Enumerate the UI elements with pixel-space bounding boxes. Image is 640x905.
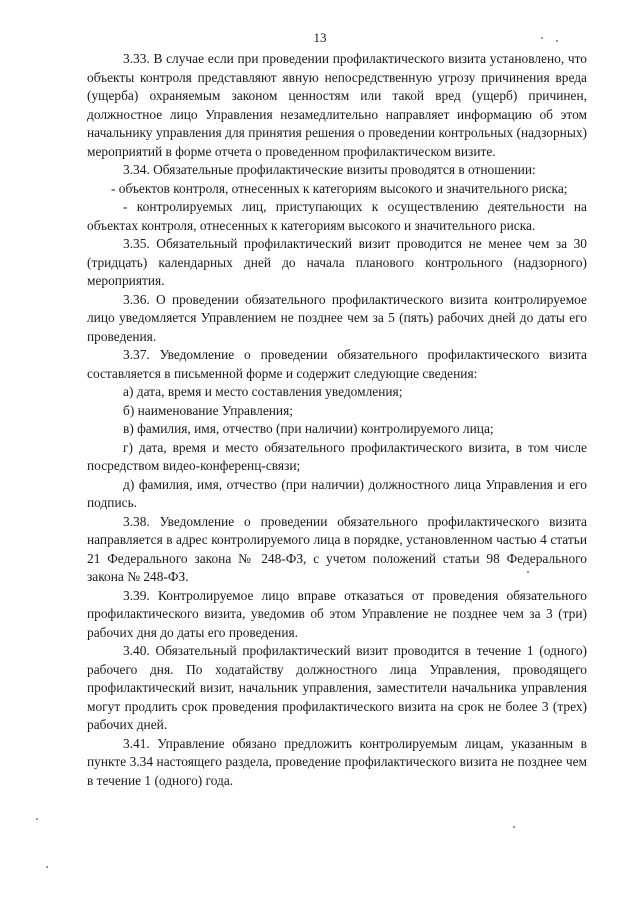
paragraph-3-35: 3.35. Обязательный профилактический визит проводится не менее чем за 30 (тридцать) календарных дней до начала планового контрольного (надзорного) мероприятия. [87,236,587,288]
list-item-letter: а) дата, время и место составления уведомления; [123,384,403,399]
paragraph-3-39: 3.39. Контролируемое лицо вправе отказаться от проведения обязательного профилактического визита, уведомив об этом Управление не позднее чем за 3 (три) рабочих дня до даты его проведения. [87,587,587,640]
scan-speck [513,826,515,828]
paragraph-3-40: 3.40. Обязательный профилактический визит проводится в течение 1 (одного) рабочего дня. По ходатайству должностного лица Управления, проводящего профилактический визит, начальник управления, заместители начальника управления могут продлить срок проведения профилактического визита на срок не более 3 (трех) рабочих дней. [87,643,587,732]
list-item-letter: б) наименование Управления; [123,402,293,418]
document-body [87,50,587,790]
scan-speck [36,818,38,820]
list-item-letter: г) дата, время и место обязательного профилактического визита, в том числе посредством видео-конференц-связи; [87,439,587,473]
paragraph-3-37: 3.37. Уведомление о проведении обязательного профилактического визита составляется в письменной форме и содержит следующие сведения: [87,347,587,381]
list-item-letter: д) фамилия, имя, отчество (при наличии) должностного лица Управления и его подпись. [87,476,587,510]
paragraph-3-34: 3.34. Обязательные профилактические визиты проводятся в отношении: [123,162,536,177]
list-item-dash: - объектов контроля, отнесенных к категориям высокого и значительного риска; [111,180,568,196]
scan-speck [541,37,543,39]
paragraph-3-36: 3.36. О проведении обязательного профилактического визита контролируемое лицо уведомляется Управлением не позднее чем за 5 (пять) рабочих дней до даты его проведения. [87,291,587,344]
paragraph-3-33: 3.33. В случае если при проведении профилактического визита установлено, что объекты контроля представляют явную непосредственную угрозу причинения вреда (ущерба) охраняемым законом ценностям или такой вред (ущерб) причинен, должностное лицо Управления незамедлительно направляет информацию об этом начальнику управления для принятия решения о проведении контрольных (надзорных) мероприятий в форме отчета о проведенном профилактическом визите. [87,51,587,159]
list-item-letter: в) фамилия, имя, отчество (при наличии) контролируемого лица; [123,421,494,436]
scan-speck [527,571,529,573]
paragraph-3-38: 3.38. Уведомление о проведении обязательного профилактического визита направляется в адрес контролируемого лица в порядке, установленном частью 4 статьи 21 Федерального закона № 248-ФЗ, с учетом положений статьи 98 Федерального закона № 248-ФЗ. [87,513,587,584]
scan-speck [556,40,558,42]
list-item-dash: - контролируемых лиц, приступающих к осуществлению деятельности на объектах контроля, отнесенных к категориям высокого и значительного риска. [87,199,587,233]
page-number: 13 [313,30,327,45]
paragraph-3-41: 3.41. Управление обязано предложить контролируемым лицам, указанным в пункте 3.34 настоящего раздела, проведение профилактического визита не позднее чем в течение 1 (одного) года. [87,735,587,788]
scan-speck [46,866,48,868]
